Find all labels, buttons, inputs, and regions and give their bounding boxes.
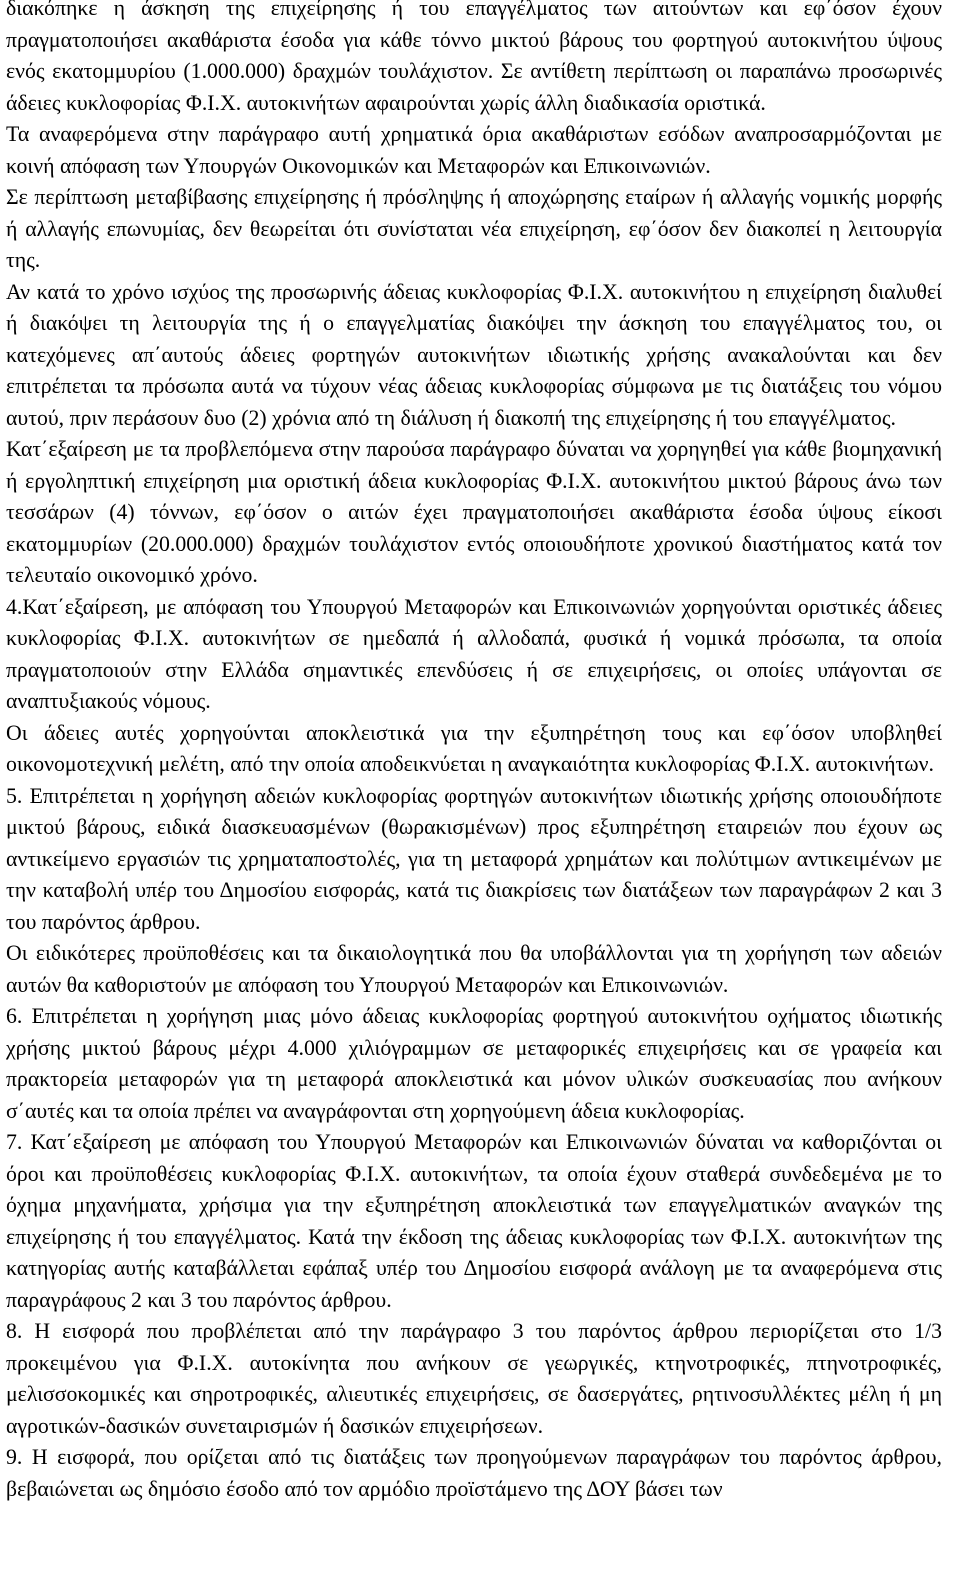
paragraph-section-8: 8. Η εισφορά που προβλέπεται από την παράγραφο 3 του παρόντος άρθρου περιορίζεται στο 1/3 προκειμένου για Φ.Ι.Χ. αυτοκίνητα που ανήκουν σε γεωργικές, κτηνοτροφικές, πτηνοτροφικές, μελισσοκομικές και σηροτροφικές, αλιευτικές επιχειρήσεις, σε δασεργάτες, ρητινοσυλλέκτες μέλη ή μη αγροτικών-δασικών συνεταιρισμών ή δασικών επιχειρήσεων.	[6, 1319, 942, 1438]
paragraph-section-5: 5. Επιτρέπεται η χορήγηση αδειών κυκλοφορίας φορτηγών αυτοκινήτων ιδιωτικής χρήσης οποιουδήποτε μικτού βάρους, ειδικά διασκευασμένων (θωρακισμένων) προς εξυπηρέτηση εταιρειών που έχουν ως αντικείμενο εργασιών τις χρηματαποστολές, για τη μεταφορά χρημάτων και πολύτιμων αντικειμένων με την καταβολή υπέρ του Δημοσίου εισφοράς, κατά τις διακρίσεις των διατάξεων των παραγράφων 2 και 3 του παρόντος άρθρου.	[6, 783, 942, 934]
paragraph-business-transfer: Σε περίπτωση μεταβίβασης επιχείρησης ή πρόσληψης ή αποχώρησης εταίρων ή αλλαγής νομικής μορφής ή αλλαγής επωνυμίας, δεν θεωρείται ότι συνίσταται νέα επιχείρηση, εφ΄όσον δεν διακοπεί η λειτουργία της.	[6, 185, 942, 272]
paragraph-section-6: 6. Επιτρέπεται η χορήγηση μιας μόνο άδειας κυκλοφορίας φορτηγού αυτοκινήτου οχήματος ιδιωτικής χρήσης μικτού βάρους μέχρι 4.000 χιλιόγραμμων σε μεταφορικές επιχειρήσεις και σε γραφεία και πρακτορεία μεταφορών για τη μεταφορά αποκλειστικά και μόνον υλικών συσκευασίας που ανήκουν σ΄αυτές και τα οποία πρέπει να αναγράφονται στη χορηγούμενη άδεια κυκλοφορίας.	[6, 1004, 942, 1123]
paragraph-section-9: 9. Η εισφορά, που ορίζεται από τις διατάξεις των προηγούμενων παραγράφων του παρόντος άρθρου, βεβαιώνεται ως δημόσιο έσοδο από τον αρμόδιο προϊστάμενο της ΔΟΥ βάσει των	[6, 1445, 942, 1501]
paragraph-continuation: διακόπηκε η άσκηση της επιχείρησης ή του επαγγέλματος των αιτούντων και εφ΄όσον έχουν πραγματοποιήσει ακαθάριστα έσοδα για κάθε τόννο μικτού βάρους του φορτηγού αυτοκινήτου ύψους ενός εκατομμυρίου (1.000.000) δραχμών τουλάχιστον. Σε αντίθετη περίπτωση οι παραπάνω προσωρινές άδειες κυκλοφορίας Φ.Ι.Χ. αυτοκινήτων αφαιρούνται χωρίς άλλη διαδικασία οριστικά.	[6, 0, 942, 115]
paragraph-section-4: 4.Κατ΄εξαίρεση, με απόφαση του Υπουργού Μεταφορών και Επικοινωνιών χορηγούνται οριστικές άδειες κυκλοφορίας Φ.Ι.Χ. αυτοκινήτων σε ημεδαπά ή αλλοδαπά, φυσικά ή νομικά πρόσωπα, τα οποία πραγματοποιούν στην Ελλάδα σημαντικές επενδύσεις ή σε επιχειρήσεις, οι οποίες υπάγονται σε αναπτυξιακούς νόμους.	[6, 594, 942, 713]
paragraph-license-revocation: Αν κατά το χρόνο ισχύος της προσωρινής άδειας κυκλοφορίας Φ.Ι.Χ. αυτοκινήτου η επιχείρηση διαλυθεί ή διακόψει τη λειτουργία της ή ο επαγγελματίας διακόψει την άσκηση του επαγγέλματος του, οι κατεχόμενες απ΄αυτούς άδειες φορτηγών αυτοκινήτων ιδιωτικής χρήσης ανακαλούνται και δεν επιτρέπεται τα πρόσωπα αυτά να τύχουν νέας άδειας κυκλοφορίας σύμφωνα με τις διατάξεις του νόμου αυτού, πριν περάσουν δυο (2) χρόνια από τη διάλυση ή διακοπή της επιχείρησης ή του επαγγέλματος.	[6, 279, 942, 430]
paragraph-section-7: 7. Κατ΄εξαίρεση με απόφαση του Υπουργού Μεταφορών και Επικοινωνιών δύναται να καθοριζόνται οι όροι και προϋποθέσεις κυκλοφορίας Φ.Ι.Χ. αυτοκινήτων, τα οποία έχουν σταθερά συνδεδεμένα με το όχημα μηχανήματα, χρήσιμα για την εξυπηρέτηση αποκλειστικά των επαγγελματικών αναγκών της επιχείρησης ή του επαγγέλματος. Κατά την έκδοση της άδειας κυκλοφορίας των Φ.Ι.Χ. αυτοκινήτων της κατηγορίας αυτής καταβάλλεται εφάπαξ υπέρ του Δημοσίου εισφορά ανάλογη με τα αναφερόμενα στις παραγράφους 2 και 3 του παρόντος άρθρου.	[6, 1130, 942, 1312]
paragraph-income-limits: Τα αναφερόμενα στην παράγραφο αυτή χρηματικά όρια ακαθάριστων εσόδων αναπροσαρμόζονται με κοινή απόφαση των Υπουργών Οικονομικών και Μεταφορών και Επικοινωνιών.	[6, 122, 942, 178]
paragraph-industrial-exception: Κατ΄εξαίρεση με τα προβλεπόμενα στην παρούσα παράγραφο δύναται να χορηγηθεί για κάθε βιομηχανική ή εργοληπτική επιχείρηση μια οριστική άδεια κυκλοφορίας Φ.Ι.Χ. αυτοκινήτου μικτού βάρους άνω των τεσσάρων (4) τόννων, εφ΄όσον ο αιτών έχει πραγματοποιήσει ακαθάριστα έσοδα ύψους είκοσι εκατομμυρίων (20.000.000) δραχμών τουλάχιστον εντός οποιουδήποτε χρονικού διαστήματος κατά τον τελευταίο οικονομικό χρόνο.	[6, 437, 942, 587]
paragraph-section-4-study: Οι άδειες αυτές χορηγούνται αποκλειστικά για την εξυπηρέτηση τους και εφ΄όσον υποβληθεί οικονομοτεχνική μελέτη, από την οποία αποδεικνύεται η αναγκαιότητα κυκλοφορίας Φ.Ι.Χ. αυτοκινήτων.	[6, 720, 942, 776]
paragraph-section-5-conditions: Οι ειδικότερες προϋποθέσεις και τα δικαιολογητικά που θα υποβάλλονται για τη χορήγηση των αδειών αυτών θα καθοριστούν με απόφαση του Υπουργού Μεταφορών και Επικοινωνιών.	[6, 941, 942, 997]
